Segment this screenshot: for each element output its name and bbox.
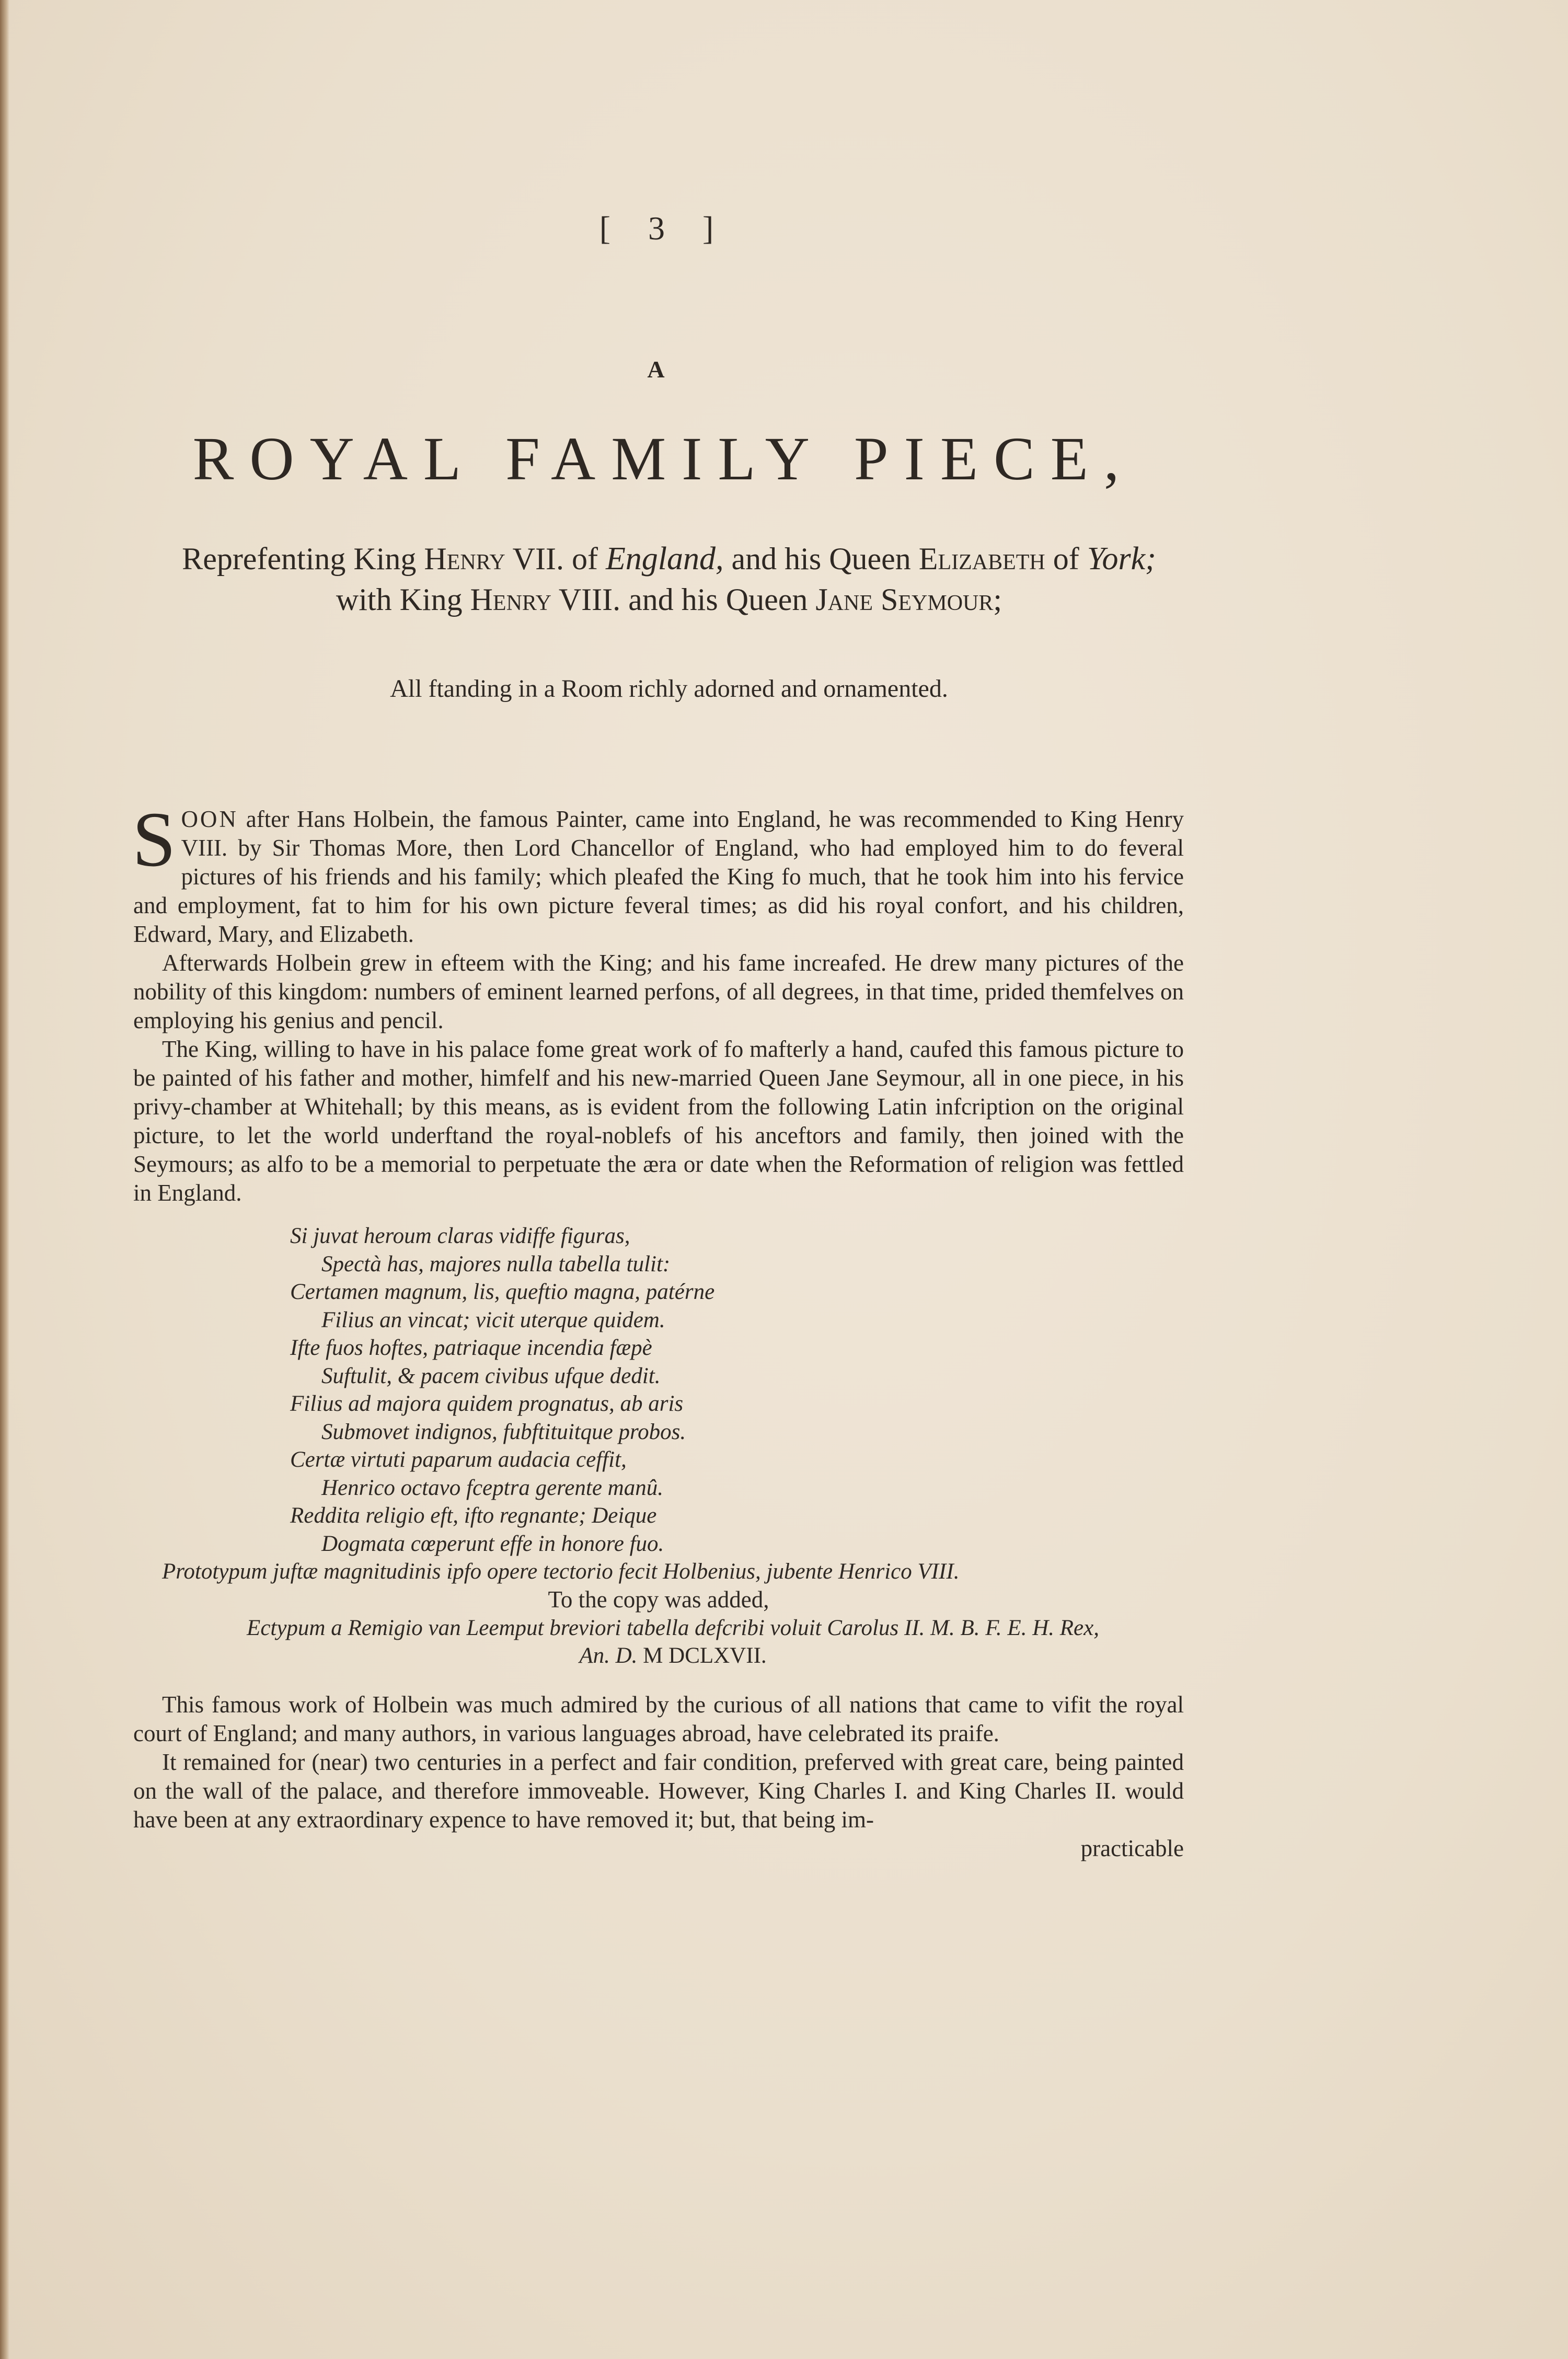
opening-word: OON: [181, 806, 238, 832]
subtitle-name: Henry: [470, 582, 551, 617]
verse-line: Reddita religio eft, ifto regnante; Deique: [290, 1503, 657, 1528]
paragraph: It remained for (near) two centuries in a perfect and fair condition, preferved with great care, being painted on the wall of the palace, and therefore immoveable. However, King Charles I. and King Charles II. would have been at any extraordinary expence to have removed it; but, that being im-: [133, 1749, 1184, 1833]
subtitle-text: with King: [336, 582, 463, 617]
subtitle-name: Elizabeth: [918, 542, 1045, 576]
spacer: [133, 1670, 1184, 1690]
drop-cap: S: [132, 796, 176, 883]
subtitle-text: Reprefenting King: [182, 542, 417, 576]
ectypum-year: M DCLXVII.: [643, 1643, 767, 1668]
subtitle-place: York;: [1087, 541, 1156, 577]
page-edge: [0, 0, 9, 2359]
verse-line: Ifte fuos hoftes, patriaque incendia fæpè: [290, 1336, 652, 1360]
verse-line: Henrico octavo fceptra gerente manû.: [321, 1475, 663, 1500]
caption: All ftanding in a Room richly adorned and ornamented.: [390, 675, 948, 703]
paragraph-text: after Hans Holbein, the famous Painter, came into England, he was recommended to King Henry VIII. by Sir Thomas More, then Lord Chancellor of England, who had employed him to do feveral pictures of his friends and his family; which pleafed the King fo much, that he took him into his fervice and employment, fat to him for his own picture feveral times; as did his royal confort, and his children, Edward, Mary, and Elizabeth.: [133, 806, 1184, 947]
ectypum-date: [133, 1642, 1184, 1670]
verse-line: Spectà has, majores nulla tabella tulit:: [321, 1251, 671, 1276]
catchword: practicable: [1080, 1835, 1184, 1861]
subtitle-text: ;: [993, 582, 1002, 617]
subtitle-text: and his Queen: [731, 542, 911, 576]
prototypum-line: Prototypum juftæ magnitudinis ipfo opere tectorio fecit Holbenius, jubente Henrico VIII.: [162, 1559, 960, 1584]
subtitle-text: VII. of: [512, 542, 598, 576]
verse-line: Filius an vincat; vicit uterque quidem.: [321, 1307, 665, 1332]
paragraph: [132, 796, 1184, 949]
latin-inscription: [290, 1222, 1184, 1558]
body-text: [132, 796, 1184, 1863]
verse-line: Si juvat heroum claras vidiffe figuras,: [290, 1224, 630, 1248]
copy-note: To the copy was added,: [548, 1586, 769, 1613]
verse-line: Certamen magnum, lis, queftio magna, patérne: [290, 1280, 715, 1304]
paragraph: This famous work of Holbein was much admired by the curious of all nations that came to vifit the royal court of England; and many authors, in various languages abroad, have celebrated its praife.: [133, 1691, 1184, 1746]
title-article: A: [647, 356, 665, 383]
verse-line: Filius ad majora quidem prognatus, ab aris: [290, 1391, 684, 1416]
paragraph: Afterwards Holbein grew in efteem with the King; and his fame increafed. He drew many pictures of the nobility of this kingdom: numbers of eminent learned perfons, of all degrees, in that time, prided themfelves on employing his genius and pencil.: [133, 950, 1184, 1033]
subtitle-text: VIII. and his Queen: [558, 582, 808, 617]
page-number: [ 3 ]: [599, 210, 729, 247]
subtitle: [0, 538, 1338, 620]
page-title: ROYAL FAMILY PIECE,: [192, 424, 1135, 493]
subtitle-place: England,: [605, 541, 724, 577]
verse-line: Dogmata cœperunt effe in honore fuo.: [321, 1531, 664, 1556]
subtitle-name: Jane Seymour: [815, 582, 994, 617]
ectypum-date-label: An. D.: [579, 1643, 638, 1668]
verse-line: Submovet indignos, fubftituitque probos.: [321, 1419, 686, 1444]
subtitle-text: of: [1053, 542, 1079, 576]
ectypum-line: Ectypum a Remigio van Leemput breviori tabella defcribi voluit Carolus II. M. B. F. E. H. Rex,: [247, 1616, 1099, 1640]
paragraph: The King, willing to have in his palace fome great work of fo mafterly a hand, caufed this famous picture to be painted of his father and mother, himfelf and his new-married Queen Jane Seymour, all in one piece, in his privy-chamber at Whitehall; by this means, as is evident from the following Latin infcription on the original picture, to let the world underftand the royal-noblefs of his anceftors and family, then joined with the Seymours; as alfo to be a memorial to perpetuate the æra or date when the Reformation of religion was fettled in England.: [133, 1036, 1184, 1206]
subtitle-name: Henry: [424, 542, 505, 576]
verse-line: Suftulit, & pacem civibus ufque dedit.: [321, 1363, 661, 1388]
verse-line: Certæ virtuti paparum audacia ceffit,: [290, 1447, 627, 1472]
